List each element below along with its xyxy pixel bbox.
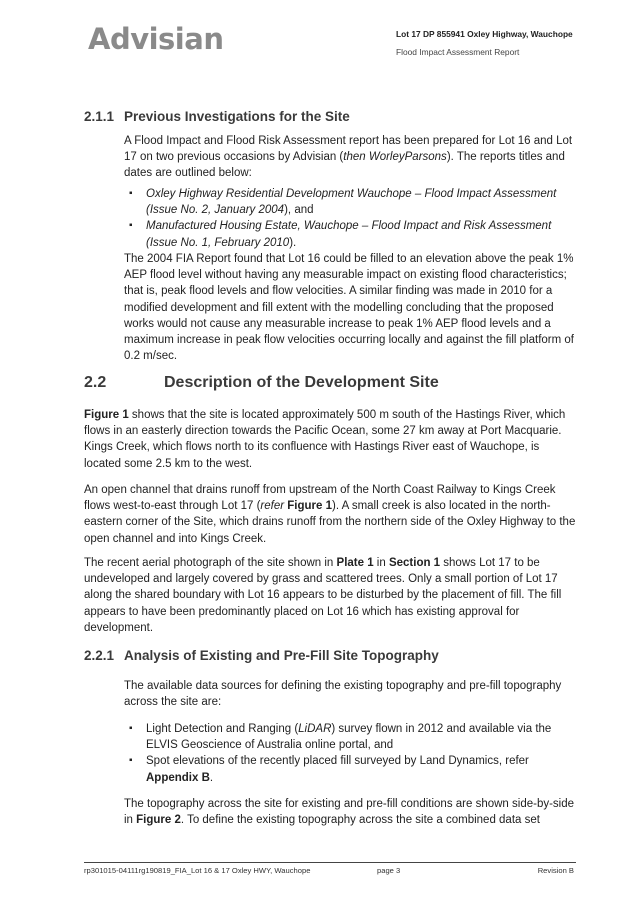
list-item: ▪ Light Detection and Ranging (LiDAR) survey flown in 2012 and available via the ELVIS Geoscience of Australia online portal, and [124,721,576,753]
figure-2-ref: Figure 2 [136,814,181,827]
heading-number: 2.2.1 [84,648,115,663]
footer-revision: Revision B [537,866,574,875]
footer-divider [84,862,576,863]
section-1-ref: Section 1 [388,557,441,569]
header-title: Lot 17 DP 855941 Oxley Highway, Wauchope [396,29,573,39]
list-item: ▪ Spot elevations of the recently placed fill surveyed by Land Dynamics, refer Appendix B. [124,753,576,785]
report-list [124,186,576,251]
figure-1-ref: Figure 1 [84,409,129,421]
paragraph-fia-findings: The 2004 FIA Report found that Lot 16 could be filled to an elevation above the peak 1% AEP flood level without having any measurable impact on existing flood characteristics; that is, peak flood levels and flow velocities. A similar finding was made in 2010 for a modified development and fill extent with the modelling concluding that the proposed works would not cause any measurable increase to peak 1% AEP flood levels and a maximum increase in peak flow velocities occurring locally and against the fill platform of 0.2 m/sec. [124,253,574,363]
paragraph-open-channel: An open channel that drains runoff from upstream of the North Coast Railway to Kings Creek flows west-to-east through Lot 17 (refer Figure 1). A small creek is also located in the north-eastern corner of the Site, which drains runoff from the northern side of the Oxley Highway to the open channel and into Kings Creek. [84,484,576,545]
heading-2-2 [84,374,439,392]
heading-text: Analysis of Existing and Pre-Fill Site Topography [124,648,439,663]
paragraph-topography: The topography across the site for existing and pre-fill conditions are shown side-by-side in Figure 2. To define the existing topography across the site a combined data set [124,798,575,827]
list-item: ▪ Manufactured Housing Estate, Wauchope – Flood Impact and Risk Assessment (Issue No. 1, February 2010). [124,218,576,250]
header-subtitle: Flood Impact Assessment Report [396,47,520,57]
paragraph-data-sources: The available data sources for defining the existing topography and pre-fill topography across the site are: [124,680,562,709]
list-item: ▪ Oxley Highway Residential Development Wauchope – Flood Impact Assessment (Issue No. 2, January 2004), and [124,186,576,218]
paragraph-site-location: Figure 1 shows that the site is located approximately 500 m south of the Hastings River, which flows in an easterly direction towards the Pacific Ocean, some 27 km away at Port Macquarie. Kings Creek, which flows north to its confluence with Hastings River east of Wauchope, is located some 2.5 km to the west. [84,409,566,470]
heading-2-2-1 [84,648,439,663]
figure-1-ref: Figure 1 [287,500,333,513]
footer-page-number: page 3 [377,866,401,875]
appendix-b-ref: Appendix B [146,771,210,784]
heading-number: 2.1.1 [84,109,115,124]
heading-text: Previous Investigations for the Site [124,109,350,124]
heading-text: Description of the Development Site [164,374,439,391]
paragraph-aerial-photo: The recent aerial photograph of the site shown in Plate 1 in Section 1 shows Lot 17 to be undeveloped and largely covered by grass and scattered trees. Only a small portion of Lot 17 along the shared boundary with Lot 16 appears to be disturbed by the placement of fill. The fill appears to have been predominantly placed on Lot 16 which has existing approval for development. [84,557,562,634]
advisian-logo: Advisian [88,22,224,56]
plate-1-ref: Plate 1 [336,557,374,569]
footer-doc-ref: rp301015-04111rg190819_FIA_Lot 16 & 17 Oxley HWY, Wauchope [84,866,311,875]
paragraph-previous-reports: A Flood Impact and Flood Risk Assessment report has been prepared for Lot 16 and Lot 17 on two previous occasions by Advisian (then WorleyParsons). The reports titles and dates are outlined below: [124,135,573,180]
data-source-list [124,721,576,786]
heading-2-1-1 [84,109,350,124]
heading-number: 2.2 [84,374,107,391]
